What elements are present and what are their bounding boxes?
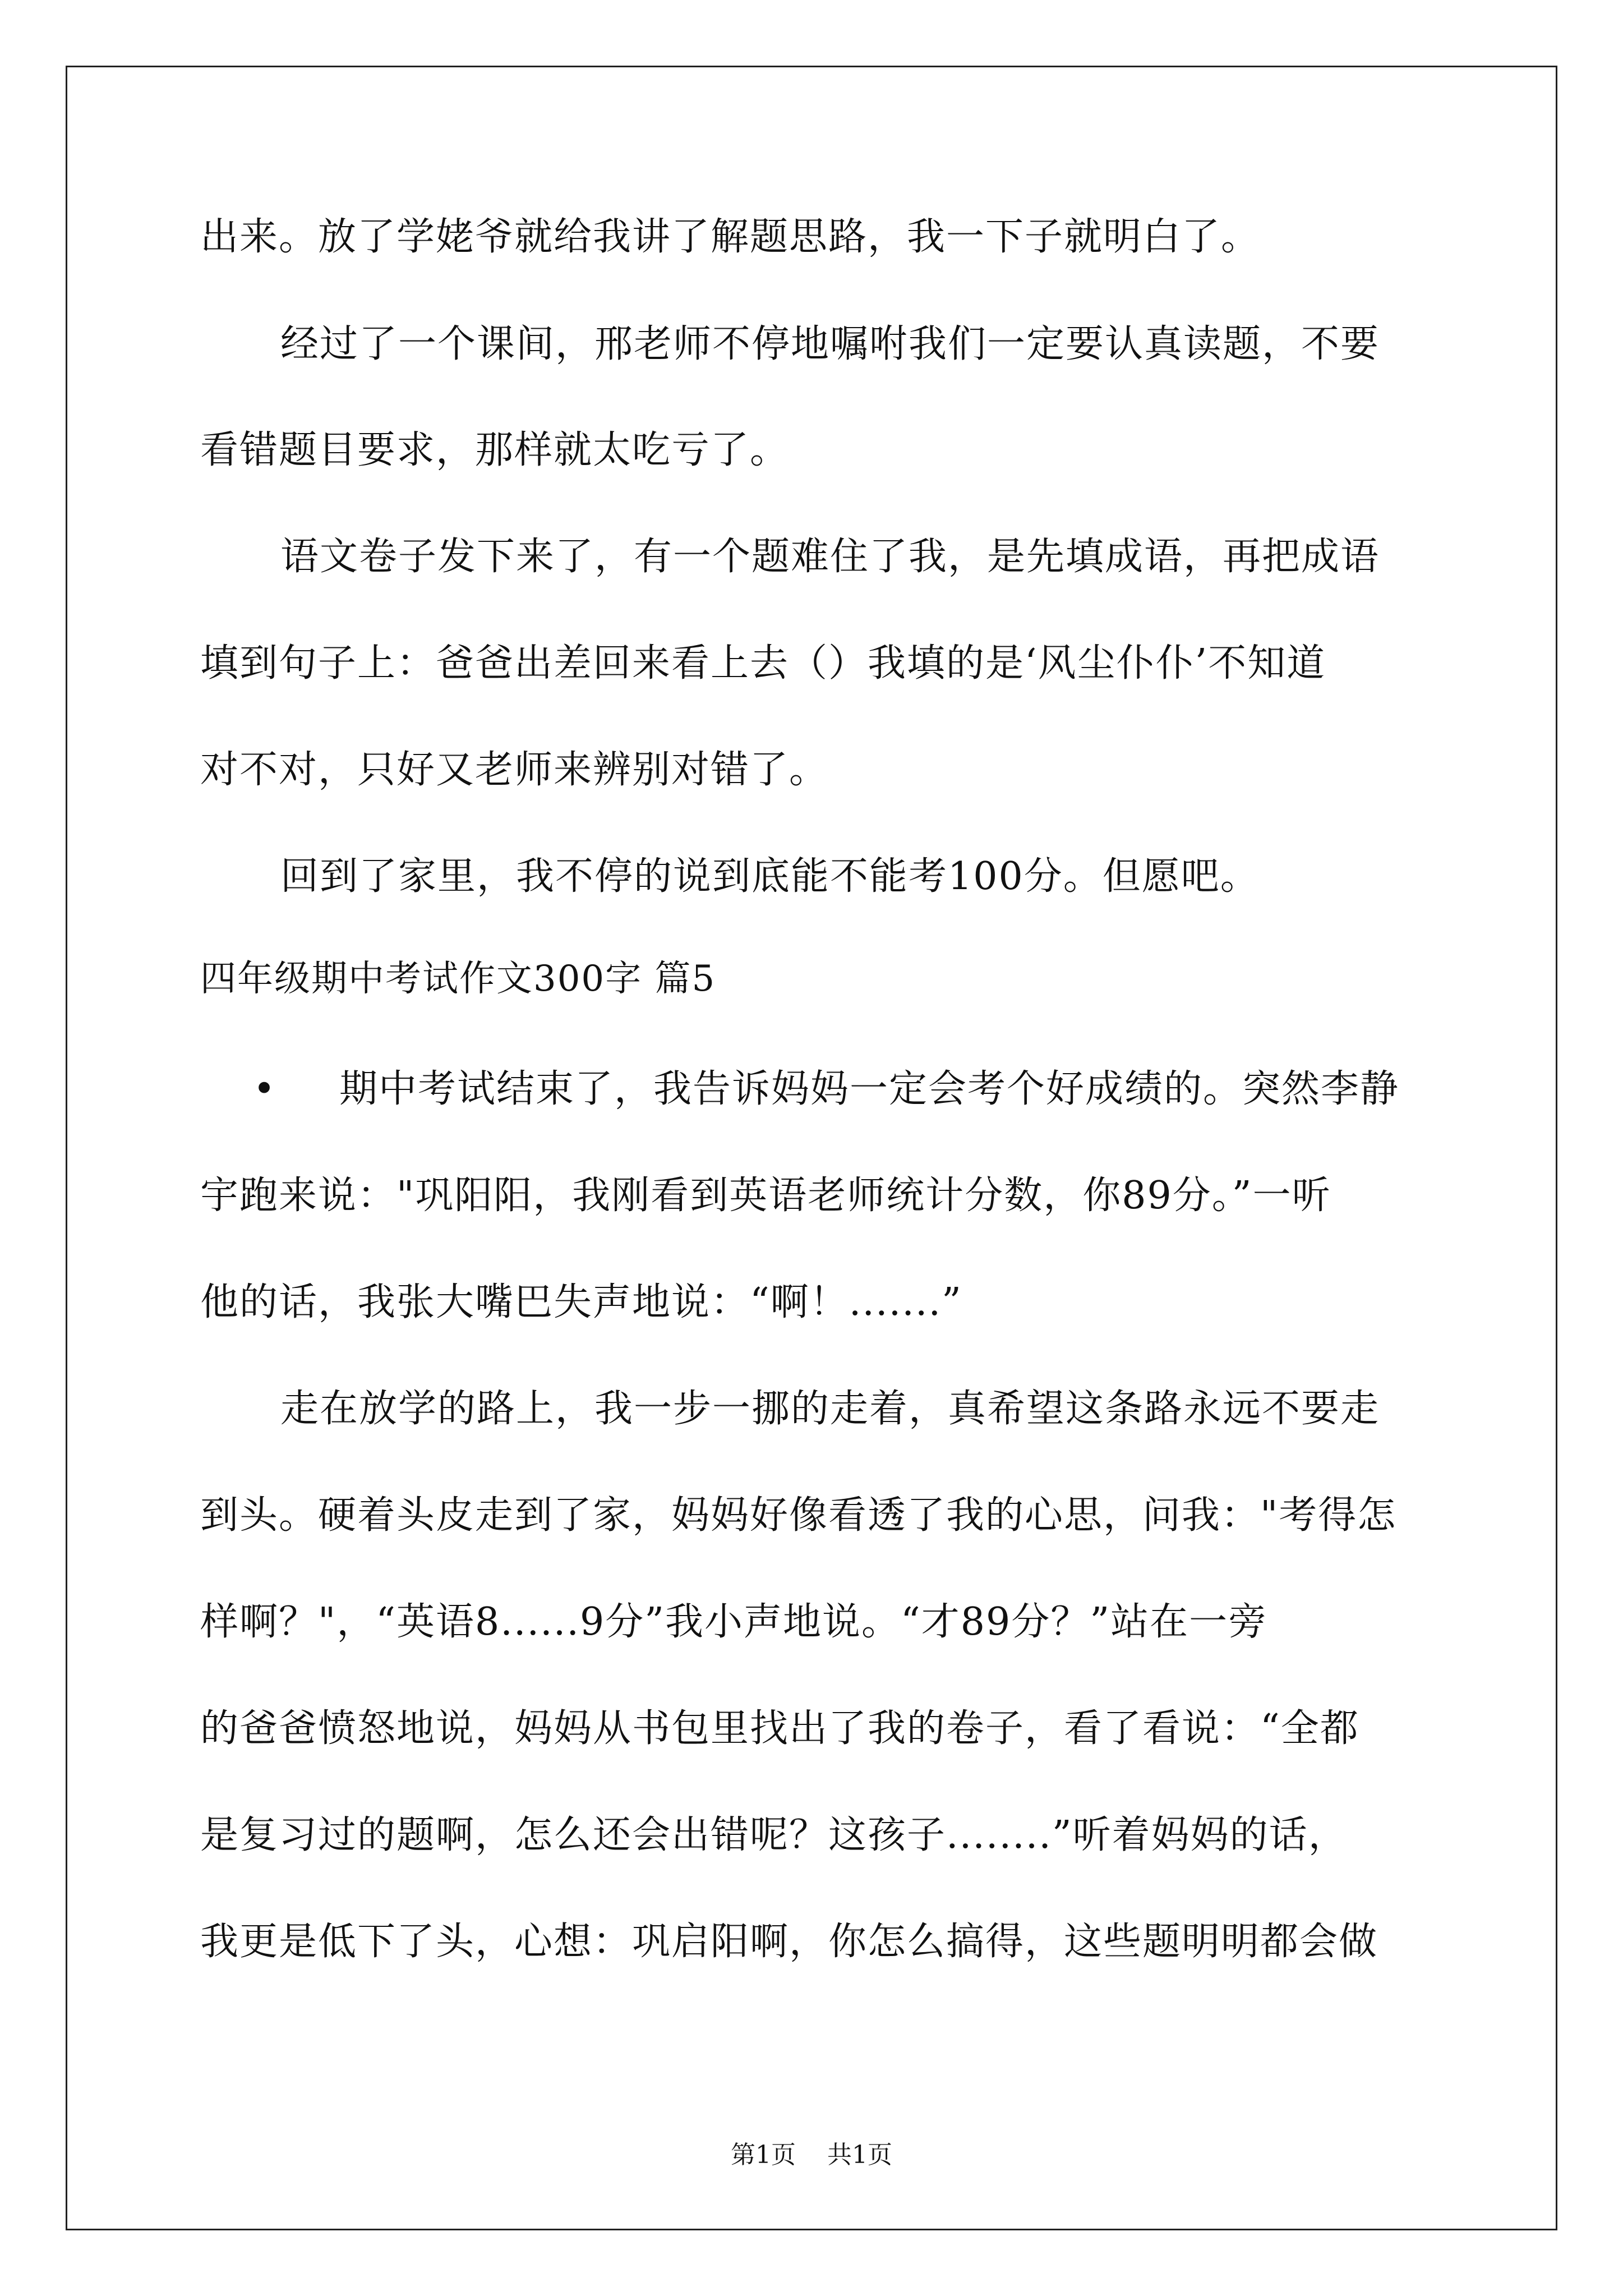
- paragraph-line: 样啊？"，“英语8......9分”我小声地说。“才89分？”站在一旁: [200, 1600, 1268, 1644]
- paragraph-line: 经过了一个课间，邢老师不停地嘱咐我们一定要认真读题，不要: [280, 322, 1380, 366]
- paragraph-line: 填到句子上：爸爸出差回来看上去（）我填的是‘风尘仆仆’不知道: [200, 641, 1326, 685]
- paragraph-line: 是复习过的题啊，怎么还会出错呢？这孩子........”听着妈妈的话，: [200, 1813, 1348, 1857]
- paragraph-line: 看错题目要求，那样就太吃亏了。: [200, 428, 790, 472]
- paragraph-line: 出来。放了学姥爷就给我讲了解题思路，我一下子就明白了。: [200, 215, 1261, 259]
- page-number: 第1页: [731, 2141, 796, 2169]
- paragraph-line: 的爸爸愤怒地说，妈妈从书包里找出了我的卷子，看了看说：“全都: [200, 1706, 1359, 1751]
- paragraph-line: 回到了家里，我不停的说到底能不能考100分。但愿吧。: [280, 854, 1260, 899]
- bullet-icon: •: [253, 1067, 276, 1111]
- paragraph-line: 走在放学的路上，我一步一挪的走着，真希望这条路永远不要走: [280, 1387, 1380, 1431]
- section-heading: 四年级期中考试作文300字 篇5: [200, 958, 716, 1000]
- page-footer: [0, 2139, 1623, 2171]
- paragraph-line: 宇跑来说："巩阳阳，我刚看到英语老师统计分数，你89分。”一听: [200, 1174, 1331, 1218]
- bullet-paragraph-line: 期中考试结束了，我告诉妈妈一定会考个好成绩的。突然李静: [339, 1067, 1400, 1111]
- paragraph-line: 到头。硬着头皮走到了家，妈妈好像看透了我的心思，问我："考得怎: [200, 1493, 1397, 1538]
- paragraph-line: 他的话，我张大嘴巴失声地说：“啊！.......”: [200, 1280, 962, 1324]
- page-total: 共1页: [827, 2141, 892, 2169]
- paragraph-line: 对不对，只好又老师来辨别对错了。: [200, 748, 829, 792]
- paragraph-line: 我更是低下了头，心想：巩启阳啊，你怎么搞得，这些题明明都会做: [200, 1920, 1378, 1964]
- paragraph-line: 语文卷子发下来了，有一个题难住了我，是先填成语，再把成语: [280, 535, 1380, 579]
- page-border: [66, 66, 1557, 2230]
